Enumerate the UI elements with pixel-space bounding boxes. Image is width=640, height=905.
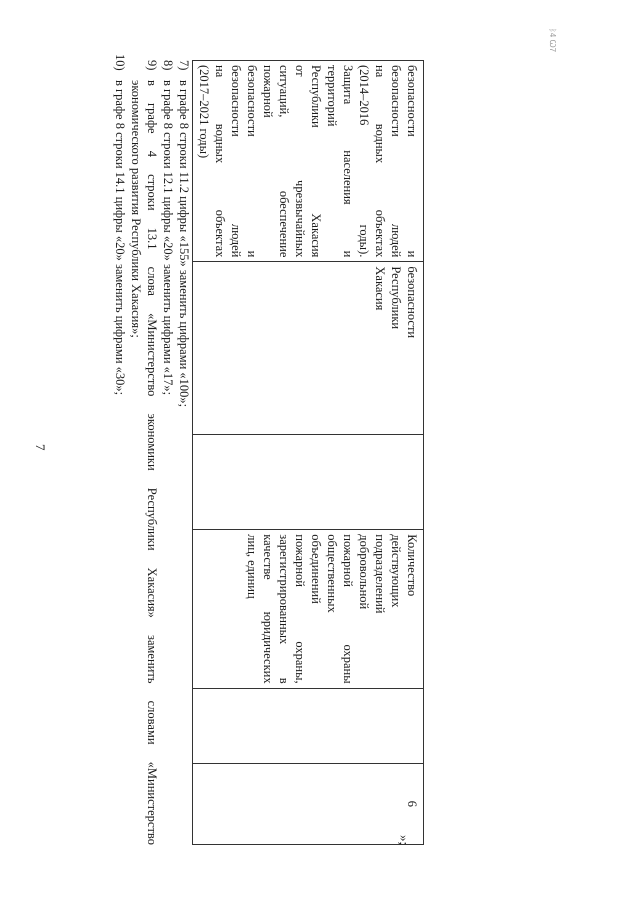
document-stamp: ᛒ4 Ꞷ7	[548, 28, 557, 53]
cell-line: пожарной	[261, 65, 275, 118]
cell-line: безопасности и	[405, 65, 419, 258]
cell-line: зарегистрированных в	[277, 534, 291, 684]
cell-line: от чрезвычайных	[293, 65, 307, 258]
cell-line: на водных объектах	[373, 65, 387, 258]
cell-line: пожарной охраны,	[293, 534, 307, 684]
cell-line: Количество	[405, 534, 419, 597]
cell-line: на водных объектах	[213, 65, 227, 258]
table-closing-quote: »;	[397, 835, 412, 846]
cell-line: Республики	[389, 266, 403, 330]
cell-ministry	[193, 262, 424, 435]
cell-line: общественных	[325, 534, 339, 613]
cell-line: Защита населения и	[341, 65, 355, 258]
table-row	[193, 61, 424, 845]
page-number: 7	[33, 444, 48, 451]
cell-line: качестве юридических	[261, 534, 275, 684]
rotated-page-content	[94, 54, 424, 846]
list-item: 10) в графе 8 строки 14.1 цифры «20» заменить цифрами «30»;	[113, 54, 127, 396]
list-item: 8) в графе 8 строки 12.1 цифры «20» заменить цифрами «17»;	[161, 60, 175, 396]
list-item-continuation: экономического развития Республики Хакасия»;	[129, 80, 143, 338]
list-item: 9) в графе 4 строки 13.1 слова «Министерство экономики Республики Хакасия» заменить словами «Министерство	[145, 60, 159, 845]
continuation-table	[192, 60, 424, 845]
cell-program-names	[193, 61, 424, 262]
cell-line: пожарной охраны	[341, 534, 355, 684]
cell-line: Республики Хакасия	[309, 65, 323, 258]
cell-line: подразделений	[373, 534, 387, 614]
cell-empty-c	[193, 435, 424, 530]
cell-indicator	[193, 530, 424, 688]
cell-line: объединений	[309, 534, 323, 604]
cell-line: безопасности	[405, 266, 419, 339]
cell-line: лиц, единиц	[245, 534, 259, 599]
cell-line: (2014–2016 годы).	[357, 65, 371, 258]
list-item: 7) в графе 8 строки 11.2 цифры «155» заменить цифрами «100»;	[177, 60, 191, 408]
cell-empty-e	[193, 688, 424, 763]
cell-line: (2017–2021 годы)	[197, 65, 211, 159]
cell-line: действующих	[389, 534, 403, 608]
cell-line: безопасности людей	[389, 65, 403, 258]
cell-line: ситуаций, обеспечение	[277, 65, 291, 258]
amendment-list	[112, 54, 192, 845]
cell-line: добровольной	[357, 534, 371, 610]
cell-line: Хакасия	[373, 266, 387, 311]
cell-value: 6	[193, 763, 424, 844]
cell-line: безопасности и	[245, 65, 259, 258]
cell-line: территорий	[325, 65, 339, 127]
cell-line: безопасности людей	[229, 65, 243, 258]
